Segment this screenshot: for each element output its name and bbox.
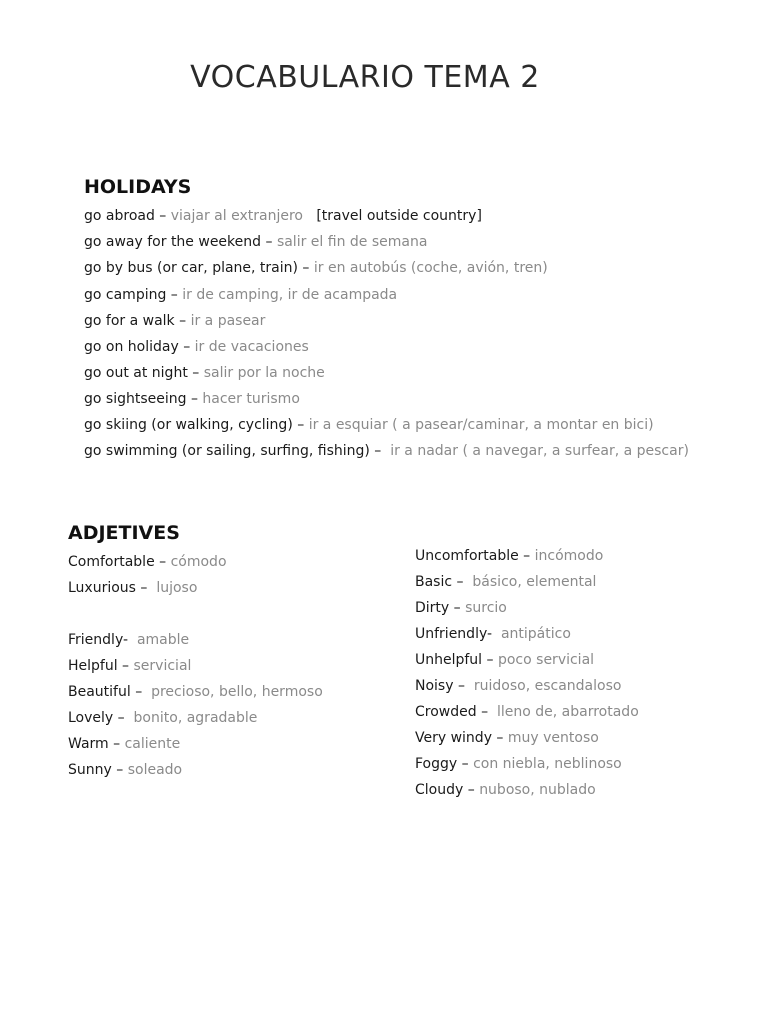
english-term: go sightseeing – [84,391,203,407]
english-term: go abroad – [84,208,171,224]
list-item [84,391,300,407]
spanish-translation: lleno de, abarrotado [496,704,639,720]
english-term: Lovely – [68,710,134,726]
list-item [68,684,323,700]
spanish-translation: cómodo [170,554,227,570]
list-item [84,339,309,355]
spanish-translation: hacer turismo [202,391,300,407]
list-item [84,208,482,224]
spanish-translation: salir el fin de semana [276,234,428,250]
english-term: Comfortable – [68,554,171,570]
english-term: go on holiday – [84,339,195,355]
spanish-translation: ir a esquiar ( a pasear/caminar, a montar en bici) [308,417,654,433]
english-term: go by bus (or car, plane, train) – [84,260,314,276]
spanish-translation: ir a nadar ( a navegar, a surfear, a pescar) [390,443,689,459]
list-item [84,417,654,433]
english-term: Foggy – [415,756,474,772]
list-item [415,652,594,668]
list-item [415,782,596,798]
english-term: Very windy – [415,730,508,746]
spanish-translation: incómodo [534,548,604,564]
spanish-translation: amable [136,632,190,648]
spanish-translation: ir en autobús (coche, avión, tren) [313,260,548,276]
spanish-translation: ir a pasear [190,313,266,329]
spanish-translation: ir de vacaciones [194,339,309,355]
list-item [415,548,603,564]
list-item [415,626,571,642]
page-title: VOCABULARIO TEMA 2 [190,60,540,95]
list-item [84,443,689,459]
list-item [84,260,548,276]
english-term: go skiing (or walking, cycling) – [84,417,309,433]
english-term: Beautiful – [68,684,152,700]
english-term: Uncomfortable – [415,548,535,564]
spanish-translation: antipático [500,626,571,642]
english-term: Unhelpful – [415,652,498,668]
list-item [68,580,197,596]
list-item [84,234,427,250]
english-term: Sunny – [68,762,128,778]
english-term: Basic – [415,574,473,590]
list-item [68,710,257,726]
english-term: Luxurious – [68,580,157,596]
english-term: go for a walk – [84,313,191,329]
english-term: go swimming (or sailing, surfing, fishing) – [84,443,391,459]
adjectives-heading: ADJETIVES [68,522,180,544]
english-term: go camping – [84,287,183,303]
english-term: Cloudy – [415,782,480,798]
list-item [415,704,639,720]
english-term: go out at night – [84,365,204,381]
note: [travel outside country] [302,208,482,224]
spanish-translation: caliente [124,736,181,752]
spanish-translation: surcio [465,600,507,616]
spanish-translation: básico, elemental [472,574,597,590]
list-item [415,678,621,694]
spanish-translation: precioso, bello, hermoso [151,684,323,700]
spanish-translation: lujoso [156,580,198,596]
holidays-heading: HOLIDAYS [84,176,192,198]
list-item [415,574,596,590]
english-term: Friendly- [68,632,137,648]
spanish-translation: salir por la noche [203,365,325,381]
list-item [84,287,397,303]
list-item [415,730,599,746]
spanish-translation: ruidoso, escandaloso [473,678,622,694]
spanish-translation: ir de camping, ir de acampada [182,287,398,303]
english-term: Crowded – [415,704,497,720]
english-term: Unfriendly- [415,626,501,642]
english-term: Warm – [68,736,125,752]
spanish-translation: servicial [133,658,192,674]
list-item [68,658,191,674]
spanish-translation: viajar al extranjero [170,208,303,224]
list-item [68,632,189,648]
list-item [68,736,180,752]
english-term: Helpful – [68,658,134,674]
list-item [84,313,265,329]
spanish-translation: poco servicial [497,652,595,668]
spanish-translation: nuboso, nublado [479,782,596,798]
list-item [415,756,622,772]
english-term: go away for the weekend – [84,234,277,250]
english-term: Dirty – [415,600,466,616]
list-item [68,554,227,570]
english-term: Noisy – [415,678,474,694]
spanish-translation: muy ventoso [507,730,599,746]
list-item [84,365,325,381]
list-item [415,600,507,616]
spanish-translation: soleado [127,762,183,778]
list-item [68,762,182,778]
spanish-translation: bonito, agradable [133,710,258,726]
spanish-translation: con niebla, neblinoso [473,756,622,772]
